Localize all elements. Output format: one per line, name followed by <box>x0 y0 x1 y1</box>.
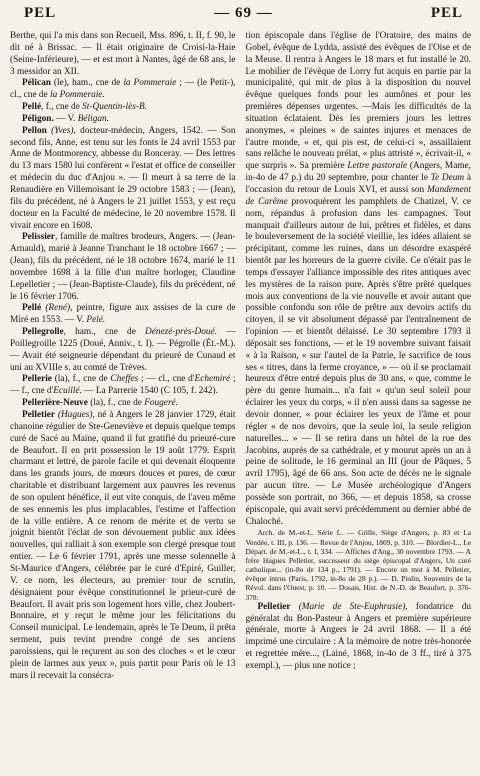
header-right: PEL <box>430 5 463 21</box>
entry-text: (le), ham., cne de <box>50 78 124 89</box>
entry-italic: (René) <box>41 303 71 314</box>
entry-italic: (Yves) <box>46 125 74 136</box>
running-header <box>10 5 471 31</box>
entry-italic: la Pommeraie <box>123 78 177 89</box>
headword: Pelletier <box>22 410 56 420</box>
entry-text: , f., cne de <box>41 102 83 113</box>
entry-italic: Cheffes <box>110 374 139 385</box>
entry-pelissier <box>10 232 236 303</box>
entry-text: — V. <box>53 113 78 124</box>
entry-text: (la), f., cne de <box>51 374 111 385</box>
entry-italic: Lettre pastorale <box>347 161 408 172</box>
entry-italic: Fougeré. <box>144 398 179 409</box>
entry-pelle-rene <box>10 303 236 327</box>
entry-peligon <box>10 114 236 126</box>
headword: Pellegrolle <box>22 327 64 338</box>
entry-italic: St-Quentin-lès-B. <box>82 102 147 113</box>
entry-text: ; — cl., cne d' <box>138 374 195 385</box>
entry-text: , fondatrice du généralat du Bon-Pasteur à Angers et première supérieure générale, morte à Angers le 24 avril 1868. — Il a été imprimé une circulaire : A la mémoire de notre très-honorée et regrettée mère..., (Lainé, 1868, in-4o de 3 ff., tiré à 375 exempl.), — plus une notice ; <box>245 601 471 671</box>
headword: Pelletier <box>257 601 291 612</box>
entry-continuation: Berthe, qui l'a mis dans son Recueil, Mss. 896, t. II, f. 90, le dit né à Brissac. — Il était originaire de Croisi-la-Haie (Seine-Inférieure), — et est mort à Nantes, âgé de 68 ans, le 3 messidor an XII. <box>10 31 236 77</box>
entry-text: , docteur-médecin, Angers, 1542. — Son second fils, Anne, est tenu sur les fonts le 24 avril 1553 par Anne de Montmorency, abbesse du Ronceray. — Des lettres du 13 mars 1580 lui confèrent « l'estat et office de conseiller et médecin du duc d'Anjou ». — Il meurt à sa terre de la Renaudière en Villemoisant le 29 octobre 1583 ; — (Jean), fils du précédent, né à Angers le 21 juillet 1553, y est reçu docteur en la Faculté de médecine, le 20 novembre 1578. Il vivait encore en 1608. <box>10 125 236 231</box>
references-text: Arch. de M.-et-L. Série L. — Grille, Siège d'Angers, p. 83 et La Vendée, t. III, p. 136. — Revue de l'Anjou, 1869, p. 310. — Blordier-L., Le Départ. de M.-et-L., t. I, 334. — Affiches d'Ang., 30 novembre 1793. — A frère Hugues Pelletier, successeur du siège épiscopal d'Angers, Un curé catholique... (in-8o de 134 p., 1791). — Encore un mot à M. Pelletier, évêque intrus (Paris, 1792, in-8o de 28 p.). — D. Piolin, Souvenirs de la Révol. dans l'Ouest, p. 10. — Dosais, Hist. de N.-D. de Beaufort, p. 376-378. <box>245 528 471 602</box>
entry-pelletier-hugues <box>10 410 236 682</box>
entry-pelican <box>10 78 236 102</box>
entry-italic: (Hugues) <box>55 410 93 420</box>
entry-text: , famille de maîtres brodeurs, Angers. — (Jean-Arnauld), marié à Jeanne Tranchant le 18 octobre 1667 ; — (Jean), fils du précédent, né le 18 octobre 1674, marié le 11 novembre 1698 à la fille d'un maître horloger, Claudine Lepelletier ; — (Jean-Baptiste-Claude), fils du précédent, né le 16 février 1706. <box>10 232 236 302</box>
entry-text: , peintre, figure aux assises de la cure de Miré en 1553. — V. <box>10 303 236 326</box>
entry-text: (la), f., cne de <box>87 398 145 409</box>
entry-continuation <box>246 31 472 528</box>
entry-italic: Echemiré <box>194 374 231 385</box>
entry-italic: Mandement de Carême <box>245 184 471 207</box>
headword: Pellerière-Neuve <box>22 398 88 409</box>
entry-italic: la Pommeraie. <box>50 90 105 101</box>
entry-text: ; — f., cne d' <box>10 374 236 397</box>
bibliography-notes <box>246 528 472 601</box>
entry-italic: (Marie de Ste-Euphrasie) <box>290 601 406 612</box>
headword: Pelissier <box>22 232 56 243</box>
entry-text: — Poillegroille 1225 (Doué, Anniv., t. I). — Pégrolle (Ét.-M.). — Avait été seigneurie dépendant du prieuré de Cunaud et uni au XVIIIe s. au comté de Trèves. <box>10 327 236 373</box>
headword: Pellerie <box>22 374 52 385</box>
entry-text: provoquèrent les pamphlets de Chatizel, V. ce nom, répandus à profusion dans les campagnes. Tout manquait d'ailleurs autour de lui, prêtres et fidèles, et dans le bouleversement de la société vieillie, les idées allaient se précipitant, comme les ruines, dans un désordre exaspéré bientôt par les horreurs de la guerre civile. Ce n'était pas le temps d'essayer l'alliance impossible des rites antiques avec les mystères de la raison pure. Après s'être prêté quelques mois aux conventions de la vie nouvelle et avoir autant que possible confondu son rôle de prêtre aux devoirs actifs du citoyen, il se vit absolument dépassé par l'entraînement de l'opinion — et bientôt délaissé. Le 30 septembre 1793 il déposait ses fonctions, — et le 19 novembre suivant faisait « à la Raison, « sur l'autel de la Patrie, le sacrifice de tous ses « titres, dans la ferme croyance, » — où il se proclamait heureux d'être entré depuis plus de 30 ans, « que, comme le père du genre humain... n'a fait « qu'un seul soleil pour éclairer les yeux du corps, « il n'en aussi dans sa sagesse ne devoir donner, « pour éclairer les yeux de l'âme et pour régler « de nos devoirs, que la seule loi, la seule religion naturelles... » — Il se retira dans un hôtel de la rue des Jacobins, auprès de sa cathédrale, et y mourut après un an à peine de solitude, le 16 germinal an III (jour de Pâques, 5 avril 1795), âgé de 66 ans. Son acte de décès ne le signale par aucun titre. — Le Musée archéologique d'Angers possède son portrait, no 366, — et depuis 1858, sa crosse épiscopale, qui avait servi précédemment au dernier abbé de Chaloché. <box>245 196 471 527</box>
entry-text: ; — (le Petit-), cl., cne de <box>10 78 236 101</box>
entry-pellon <box>10 126 236 233</box>
headword: Pélican <box>22 78 51 89</box>
entry-italic: Pelé. <box>86 315 106 326</box>
headword: Péligon. <box>22 113 54 124</box>
entry-pellerie <box>10 374 236 398</box>
headword: Pellé <box>22 303 42 314</box>
headword: Pellé <box>22 102 42 113</box>
headword: Pellon <box>22 125 47 136</box>
entry-italic: Ecuillé. <box>53 386 82 397</box>
header-left: PEL <box>24 5 57 21</box>
entry-text: (Angers, Mame, in-4o de 47 p.) du 20 septembre, pour chanter le <box>245 161 472 184</box>
entry-text: tion épiscopale dans l'église de l'Oratoire, des mains de Gobel, évêque de Lydda, assisté des évêques de l'Oise et de la Meuse. Il rentra à Angers le 18 mars et fut installé le 20. Le mobilier de l'évêque de Lorry fut acquis en partie par la municipalité, qui mit de plus à la disposition du nouvel évêque quelques fonds pour les aumônes et pour les premières dépenses urgentes. —Mais les difficultés de la situation éclataient. Dès les premiers jours les lettres anonymes, « pleines « de saintes injures et menaces de l'autre monde, « et, qui pis est, de celui-ci », assaillaient sans relâche le nouveau prélat, « plus attristé », écrivait-il, « que surpris ». Sa première <box>245 31 471 172</box>
entry-pelletier-marie <box>246 602 472 673</box>
entry-pelleriere <box>10 398 236 410</box>
text-columns <box>10 31 471 682</box>
entry-italic: Béligan. <box>77 113 109 124</box>
entry-text: — La Parrerie 1540 (C 105, f. 242). <box>81 386 218 397</box>
left-column <box>10 31 236 682</box>
entry-text: à l'occasion du retour de Louis XVI, et aussi son <box>245 173 471 195</box>
entry-italic: Dénezé-près-Doué. <box>145 327 218 338</box>
entry-italic: Te Deum <box>430 173 465 184</box>
entry-text: , né à Angers le 28 janvier 1729, était chanoine régulier de Ste-Geneviève et depuis quelque temps curé de Sacé au Maine, quand il fut gratifié du prieuré-cure de Beaufort. Il en prit possession le 19 août 1779. Esprit charmant et lettré, de parole facile et qui devenait éloquente dans les grands jours, de mœurs douces et pures, de cœur charitable et distribuant largement aux pauvres les revenus de son opulent bénéfice, il eut vite conquis, de l'aveu même de ses ennemis les plus implacables, l'estime et l'affection de la ville entière. A ce renom de mérite et de vertu se joignit bientôt l'éclat de son dévouement public aux idées nouvelles, qui ralliait à son exemple son clergé presque tout entier. — Le 6 février 1791, après une messe solennelle à St-Maurice d'Angers, célébrée par le curé d'Epiré, Guiller, V. ce nom, les électeurs, au premier tour de scrutin, désignaient pour évêque constitutionnel le prieur-curé de Beaufort. Il avait pris son logement hors ville, chez Joubert-Bonnaire, et y reçut le même jour les félicitations du Conseil municipal. Le lendemain, après le Te Deum, il prêta serment, puis revint prendre congé de ses anciens paroissiens, qui le reçurent au son des cloches « et le cœur plein de larmes aux yeux », puis partit pour Paris où le 13 mars il recevait la consécra- <box>10 410 236 681</box>
entry-pelle <box>10 102 236 114</box>
entry-text: , ham., cne de <box>63 327 145 338</box>
right-column <box>246 31 472 682</box>
page-number: — 69 — <box>214 5 273 21</box>
entry-pellegrolle <box>10 327 236 374</box>
